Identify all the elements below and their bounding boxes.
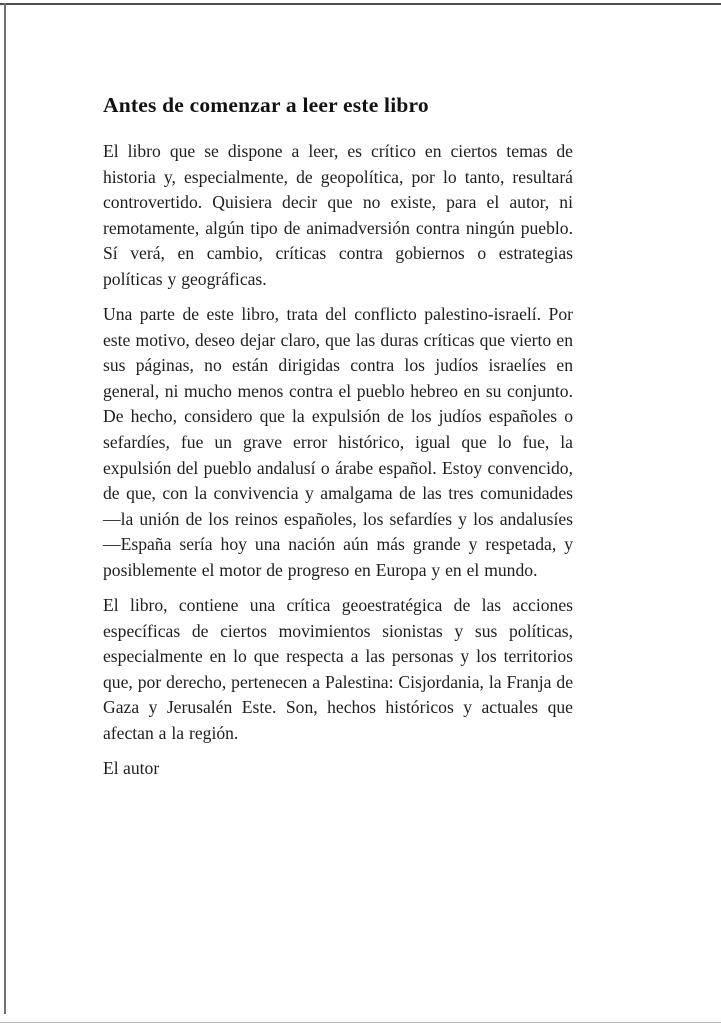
page-content: [103, 92, 573, 782]
page-border-left: [4, 3, 6, 1014]
page-border-bottom: [0, 1022, 721, 1023]
section-heading: Antes de comenzar a leer este libro: [103, 93, 429, 117]
page-border-top: [0, 3, 721, 5]
paragraph-1: El libro que se dispone a leer, es crítico en ciertos temas de historia y, especialmente, de geopolítica, por lo tanto, resultará controvertido. Quisiera decir que no existe, para el autor, ni remotamente, algún tipo de animadversión contra ningún pueblo. Sí verá, en cambio, críticas contra gobiernos o estrategias políticas y geográficas.: [103, 141, 573, 289]
paragraph-3: El libro, contiene una crítica geoestratégica de las acciones específicas de ciertos movimientos sionistas y sus políticas, especialmente en lo que respecta a las personas y los territorios que, por derecho, pertenecen a Palestina: Cisjordania, la Franja de Gaza y Jerusalén Este. Son, hechos históricos y actuales que afectan a la región.: [103, 595, 573, 744]
author-signature: El autor: [103, 758, 160, 779]
paragraph-2: Una parte de este libro, trata del conflicto palestino-israelí. Por este motivo, deseo dejar claro, que las duras críticas que vierto en sus páginas, no están dirigidas contra los judíos israelíes en general, ni mucho menos contra el pueblo hebreo en su conjunto. De hecho, considero que la expulsión de los judíos españoles o sefardíes, fue un grave error histórico, igual que lo fue, la expulsión del pueblo andalusí o árabe español. Estoy convencido, de que, con la convivencia y amalgama de las tres comunidades—la unión de los reinos españoles, los sefardíes y los andalusíes—España sería hoy una nación aún más grande y respetada, y posiblemente el motor de progreso en Europa y en el mundo.: [103, 304, 573, 580]
